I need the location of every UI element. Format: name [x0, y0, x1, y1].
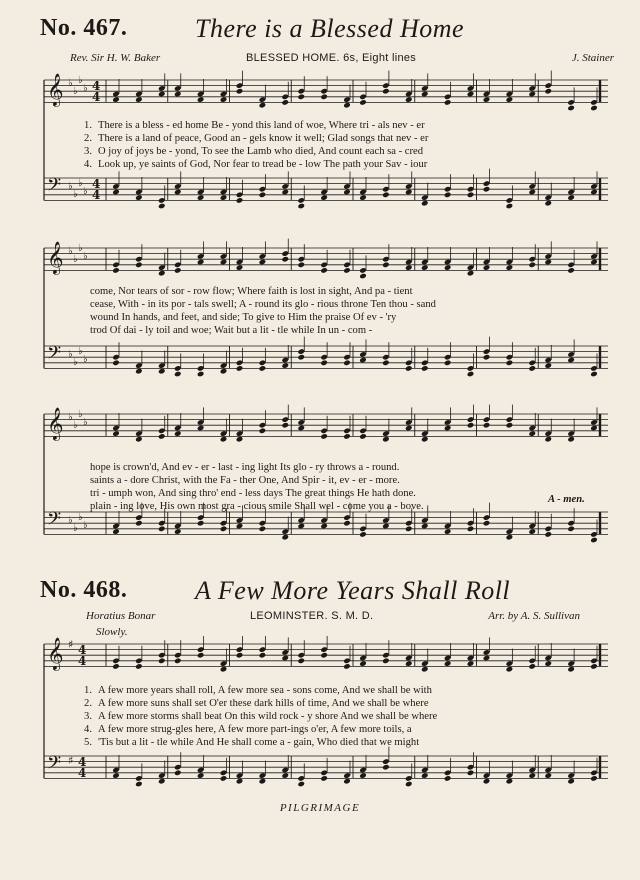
notehead: [297, 354, 305, 361]
notehead: [112, 663, 120, 670]
time-signature: 4: [78, 643, 87, 657]
notehead: [197, 371, 205, 378]
lyrics-verse-3: 3. O joy of joys be - yond, To see the Lamb who died, And count each sa - cred: [84, 146, 424, 157]
notehead: [281, 534, 289, 541]
notehead: [174, 371, 182, 378]
flat-icon: ♭: [78, 178, 83, 189]
notehead: [320, 433, 328, 440]
notehead: [158, 270, 166, 277]
notehead: [135, 262, 143, 269]
lyrics-verse-3: tri - umph won, And sing thro' end - less days The great things He hath done.: [90, 488, 416, 499]
treble-staff: [44, 405, 608, 443]
notehead: [174, 267, 182, 274]
time-signature: 4: [92, 79, 101, 93]
notehead: [506, 422, 514, 429]
bass-clef-icon: 𝄢: [47, 343, 62, 368]
notehead: [281, 655, 289, 662]
notehead: [528, 430, 536, 437]
notehead: [544, 436, 552, 443]
notehead: [236, 523, 244, 530]
notehead: [158, 433, 166, 440]
notehead: [320, 94, 328, 101]
notehead: [197, 259, 205, 266]
notehead: [421, 772, 429, 779]
notehead: [528, 91, 536, 98]
notehead: [467, 371, 475, 378]
notehead: [590, 425, 598, 432]
notehead: [297, 262, 305, 269]
flat-icon: ♭: [68, 78, 73, 89]
notehead: [297, 523, 305, 530]
notehead: [567, 436, 575, 443]
notehead: [259, 652, 267, 659]
notehead: [421, 666, 429, 673]
author-credit: Horatius Bonar: [86, 610, 156, 622]
lyrics-verse-2: cease, With - in its por - tals swell; A - round its glo - rious throne Ten thou - sand: [90, 299, 436, 310]
notehead: [236, 365, 244, 372]
lyrics-verse-1: come, Nor tears of sor - row flow; Where faith is lost in sight, And pa - tient: [90, 286, 413, 297]
hymn-number: No. 467.: [40, 15, 128, 41]
tempo-marking: Slowly.: [96, 626, 128, 638]
notehead: [382, 764, 390, 771]
flat-icon: ♭: [83, 520, 88, 531]
notehead: [444, 528, 452, 535]
notehead: [259, 526, 267, 533]
author-credit: Rev. Sir H. W. Baker: [70, 52, 161, 64]
notehead: [135, 194, 143, 201]
notehead: [382, 192, 390, 199]
notehead: [259, 192, 267, 199]
notehead: [506, 264, 514, 271]
notehead: [405, 264, 413, 271]
notehead: [590, 189, 598, 196]
treble-staff: [44, 636, 608, 672]
notehead: [421, 436, 429, 443]
notehead: [281, 256, 289, 263]
notehead: [506, 360, 514, 367]
notehead: [544, 772, 552, 779]
notehead: [544, 362, 552, 369]
notehead: [297, 425, 305, 432]
lyrics-verse-1: hope is crown'd, And ev - er - last - ing light Its glo - ry throws a - round.: [90, 462, 400, 473]
amen-label: A - men.: [548, 494, 585, 505]
lyrics-verse-4: trod Of dai - ly toil and woe; Wait but a lit - tle while In un - com -: [90, 325, 373, 336]
flat-icon: ♭: [83, 417, 88, 428]
notehead: [343, 102, 351, 109]
flat-icon: ♭: [68, 349, 73, 360]
notehead: [467, 270, 475, 277]
notehead: [112, 360, 120, 367]
notehead: [405, 96, 413, 103]
bass-staff: [44, 169, 608, 210]
notehead: [528, 262, 536, 269]
notehead: [405, 189, 413, 196]
notehead: [236, 88, 244, 95]
notehead: [259, 102, 267, 109]
notehead: [320, 360, 328, 367]
notehead: [320, 652, 328, 659]
flat-icon: ♭: [83, 83, 88, 94]
flat-icon: ♭: [68, 412, 73, 423]
notehead: [421, 264, 429, 271]
notehead: [174, 430, 182, 437]
notehead: [359, 531, 367, 538]
notehead: [135, 663, 143, 670]
notehead: [590, 775, 598, 782]
notehead: [567, 778, 575, 785]
notehead: [421, 91, 429, 98]
notehead: [382, 523, 390, 530]
notehead: [112, 528, 120, 535]
notehead: [174, 189, 182, 196]
notehead: [483, 354, 491, 361]
notehead: [405, 425, 413, 432]
topic-footer: PILGRIMAGE: [279, 802, 361, 814]
treble-staff: [44, 71, 608, 112]
notehead: [483, 264, 491, 271]
lyrics-verse-4: 4. Look up, ye saints of God, Nor fear to tread be - low The path your Sav - iour: [84, 159, 428, 170]
notehead: [590, 105, 598, 112]
hymn-number: No. 468.: [40, 577, 128, 603]
arranger-credit: Arr. by A. S. Sullivan: [488, 610, 580, 622]
notehead: [544, 88, 552, 95]
notehead: [405, 365, 413, 372]
notehead: [236, 652, 244, 659]
time-signature: 4: [92, 177, 101, 191]
notehead: [197, 425, 205, 432]
notehead: [281, 99, 289, 106]
time-signature: 4: [92, 90, 101, 104]
notehead: [567, 357, 575, 364]
notehead: [320, 775, 328, 782]
notehead: [544, 200, 552, 207]
bass-staff: [44, 747, 608, 788]
flat-icon: ♭: [73, 357, 78, 368]
notehead: [112, 189, 120, 196]
notehead: [590, 537, 598, 544]
flat-icon: ♭: [68, 515, 73, 526]
notehead: [135, 520, 143, 527]
notehead: [320, 523, 328, 530]
notehead: [343, 433, 351, 440]
notehead: [297, 203, 305, 210]
notehead: [405, 660, 413, 667]
notehead: [112, 772, 120, 779]
treble-staff: [44, 239, 608, 280]
treble-clef-icon: 𝄞: [47, 73, 64, 106]
notehead: [421, 365, 429, 372]
lyrics-verse-1: 1. A few more years shall roll, A few more sea - sons come, And we shall be with: [84, 685, 432, 696]
notehead: [135, 781, 143, 788]
notehead: [259, 428, 267, 435]
notehead: [112, 96, 120, 103]
hymn-title: There is a Blessed Home: [195, 14, 465, 43]
notehead: [343, 267, 351, 274]
notehead: [483, 655, 491, 662]
flat-icon: ♭: [83, 354, 88, 365]
flat-icon: ♭: [68, 181, 73, 192]
notehead: [236, 197, 244, 204]
notehead: [158, 368, 166, 375]
notehead: [483, 778, 491, 785]
notehead: [343, 778, 351, 785]
notehead: [281, 772, 289, 779]
notehead: [297, 781, 305, 788]
flat-icon: ♭: [73, 86, 78, 97]
notehead: [281, 362, 289, 369]
notehead: [382, 436, 390, 443]
notehead: [281, 189, 289, 196]
notehead: [544, 259, 552, 266]
sharp-icon: ♯: [68, 638, 74, 651]
flat-icon: ♭: [73, 420, 78, 431]
lyrics-verse-4: plain - ing love, His own most gra - cious smile Shall wel - come you a - bove.: [90, 501, 424, 512]
notehead: [158, 658, 166, 665]
notehead: [259, 365, 267, 372]
notehead: [197, 772, 205, 779]
notehead: [506, 96, 514, 103]
notehead: [197, 194, 205, 201]
flat-icon: ♭: [73, 523, 78, 534]
time-signature: 4: [78, 755, 87, 769]
notehead: [528, 189, 536, 196]
notehead: [483, 422, 491, 429]
time-signature: 4: [78, 766, 87, 780]
notehead: [567, 526, 575, 533]
notehead: [506, 666, 514, 673]
notehead: [444, 264, 452, 271]
notehead: [220, 775, 228, 782]
notehead: [483, 520, 491, 527]
lyrics-verse-4: 4. A few more strug-gles here, A few more part-ings o'er, A few more toils, a: [84, 724, 412, 735]
notehead: [590, 663, 598, 670]
notehead: [405, 526, 413, 533]
notehead: [467, 91, 475, 98]
tune-name: BLESSED HOME. 6s, Eight lines: [246, 52, 417, 64]
notehead: [158, 778, 166, 785]
notehead: [506, 203, 514, 210]
lyrics-verse-2: saints a - dore Christ, with the Fa - ther One, And Spir - it, ev - er - more.: [90, 475, 400, 486]
notehead: [359, 99, 367, 106]
notehead: [444, 660, 452, 667]
notehead: [528, 365, 536, 372]
notehead: [467, 526, 475, 533]
hymn-468-credits: [60, 610, 620, 626]
flat-icon: ♭: [73, 189, 78, 200]
notehead: [359, 273, 367, 280]
lyrics-verse-1: 1. There is a bless - ed home Be - yond this land of woe, Where tri - als nev - er: [84, 120, 425, 131]
notehead: [382, 658, 390, 665]
sharp-icon: ♯: [68, 754, 74, 767]
treble-clef-icon: 𝄞: [47, 241, 64, 274]
notehead: [220, 194, 228, 201]
treble-clef-icon: 𝄞: [47, 407, 64, 440]
notehead: [343, 520, 351, 527]
notehead: [197, 96, 205, 103]
notehead: [405, 781, 413, 788]
notehead: [421, 200, 429, 207]
notehead: [544, 531, 552, 538]
hymn-467-heading: [40, 6, 620, 46]
notehead: [467, 192, 475, 199]
notehead: [259, 778, 267, 785]
flat-icon: ♭: [68, 246, 73, 257]
notehead: [444, 192, 452, 199]
bass-clef-icon: 𝄢: [47, 509, 62, 534]
notehead: [444, 775, 452, 782]
notehead: [197, 652, 205, 659]
notehead: [421, 523, 429, 530]
notehead: [444, 425, 452, 432]
notehead: [112, 267, 120, 274]
notehead: [567, 105, 575, 112]
notehead: [343, 189, 351, 196]
notehead: [343, 663, 351, 670]
notehead: [174, 770, 182, 777]
notehead: [320, 194, 328, 201]
notehead: [220, 526, 228, 533]
notehead: [359, 194, 367, 201]
notehead: [220, 96, 228, 103]
notehead: [528, 772, 536, 779]
notehead: [174, 528, 182, 535]
flat-icon: ♭: [73, 254, 78, 265]
lyrics-verse-2: 2. A few more suns shall set O'er these dark hills of time, And we shall be where: [84, 698, 429, 709]
time-signature: 4: [78, 654, 87, 668]
notehead: [135, 96, 143, 103]
notehead: [506, 534, 514, 541]
notehead: [567, 666, 575, 673]
notehead: [359, 433, 367, 440]
notehead: [158, 203, 166, 210]
lyrics-verse-3: 3. A few more storms shall beat On this wild rock - y shore And we shall be where: [84, 711, 438, 722]
notehead: [544, 660, 552, 667]
notehead: [483, 96, 491, 103]
notehead: [174, 91, 182, 98]
notehead: [135, 368, 143, 375]
notehead: [220, 666, 228, 673]
notehead: [467, 770, 475, 777]
notehead: [236, 778, 244, 785]
notehead: [158, 91, 166, 98]
notehead: [281, 422, 289, 429]
notehead: [236, 436, 244, 443]
notehead: [528, 528, 536, 535]
flat-icon: ♭: [83, 186, 88, 197]
notehead: [467, 422, 475, 429]
notehead: [590, 371, 598, 378]
notehead: [174, 658, 182, 665]
notehead: [236, 264, 244, 271]
flat-icon: ♭: [78, 243, 83, 254]
notehead: [467, 660, 475, 667]
hymn-title: A Few More Years Shall Roll: [195, 576, 511, 605]
notehead: [359, 357, 367, 364]
notehead: [483, 186, 491, 193]
notehead: [382, 360, 390, 367]
bass-clef-icon: 𝄢: [47, 175, 62, 200]
notehead: [506, 778, 514, 785]
notehead: [297, 658, 305, 665]
notehead: [343, 360, 351, 367]
notehead: [197, 520, 205, 527]
notehead: [259, 259, 267, 266]
notehead: [359, 772, 367, 779]
notehead: [220, 368, 228, 375]
notehead: [444, 99, 452, 106]
notehead: [359, 660, 367, 667]
notehead: [220, 259, 228, 266]
flat-icon: ♭: [78, 512, 83, 523]
notehead: [112, 430, 120, 437]
tune-name: LEOMINSTER. S. M. D.: [250, 610, 374, 622]
notehead: [220, 436, 228, 443]
bass-clef-icon: 𝄢: [47, 753, 62, 778]
notehead: [158, 526, 166, 533]
notehead: [135, 436, 143, 443]
treble-clef-icon: 𝄞: [47, 637, 64, 670]
lyrics-verse-3: wound In hands, and feet, and side; To give to Him the praise Of ev - 'ry: [90, 312, 397, 323]
flat-icon: ♭: [78, 409, 83, 420]
notehead: [382, 88, 390, 95]
lyrics-verse-2: 2. There is a land of peace, Good an - gels know it well; Glad songs that nev - er: [84, 133, 429, 144]
bass-staff: [44, 337, 608, 378]
lyrics-verse-5: 5. 'Tis but a lit - tle while And He shall come a - gain, Who died that we might: [84, 737, 420, 748]
hymn-468-heading: [40, 568, 620, 608]
notehead: [320, 267, 328, 274]
notehead: [382, 262, 390, 269]
notehead: [567, 267, 575, 274]
flat-icon: ♭: [78, 75, 83, 86]
time-signature: 4: [92, 188, 101, 202]
notehead: [567, 194, 575, 201]
notehead: [590, 259, 598, 266]
notehead: [297, 94, 305, 101]
flat-icon: ♭: [78, 346, 83, 357]
notehead: [444, 360, 452, 367]
composer-credit: J. Stainer: [571, 52, 614, 64]
flat-icon: ♭: [83, 251, 88, 262]
notehead: [528, 663, 536, 670]
